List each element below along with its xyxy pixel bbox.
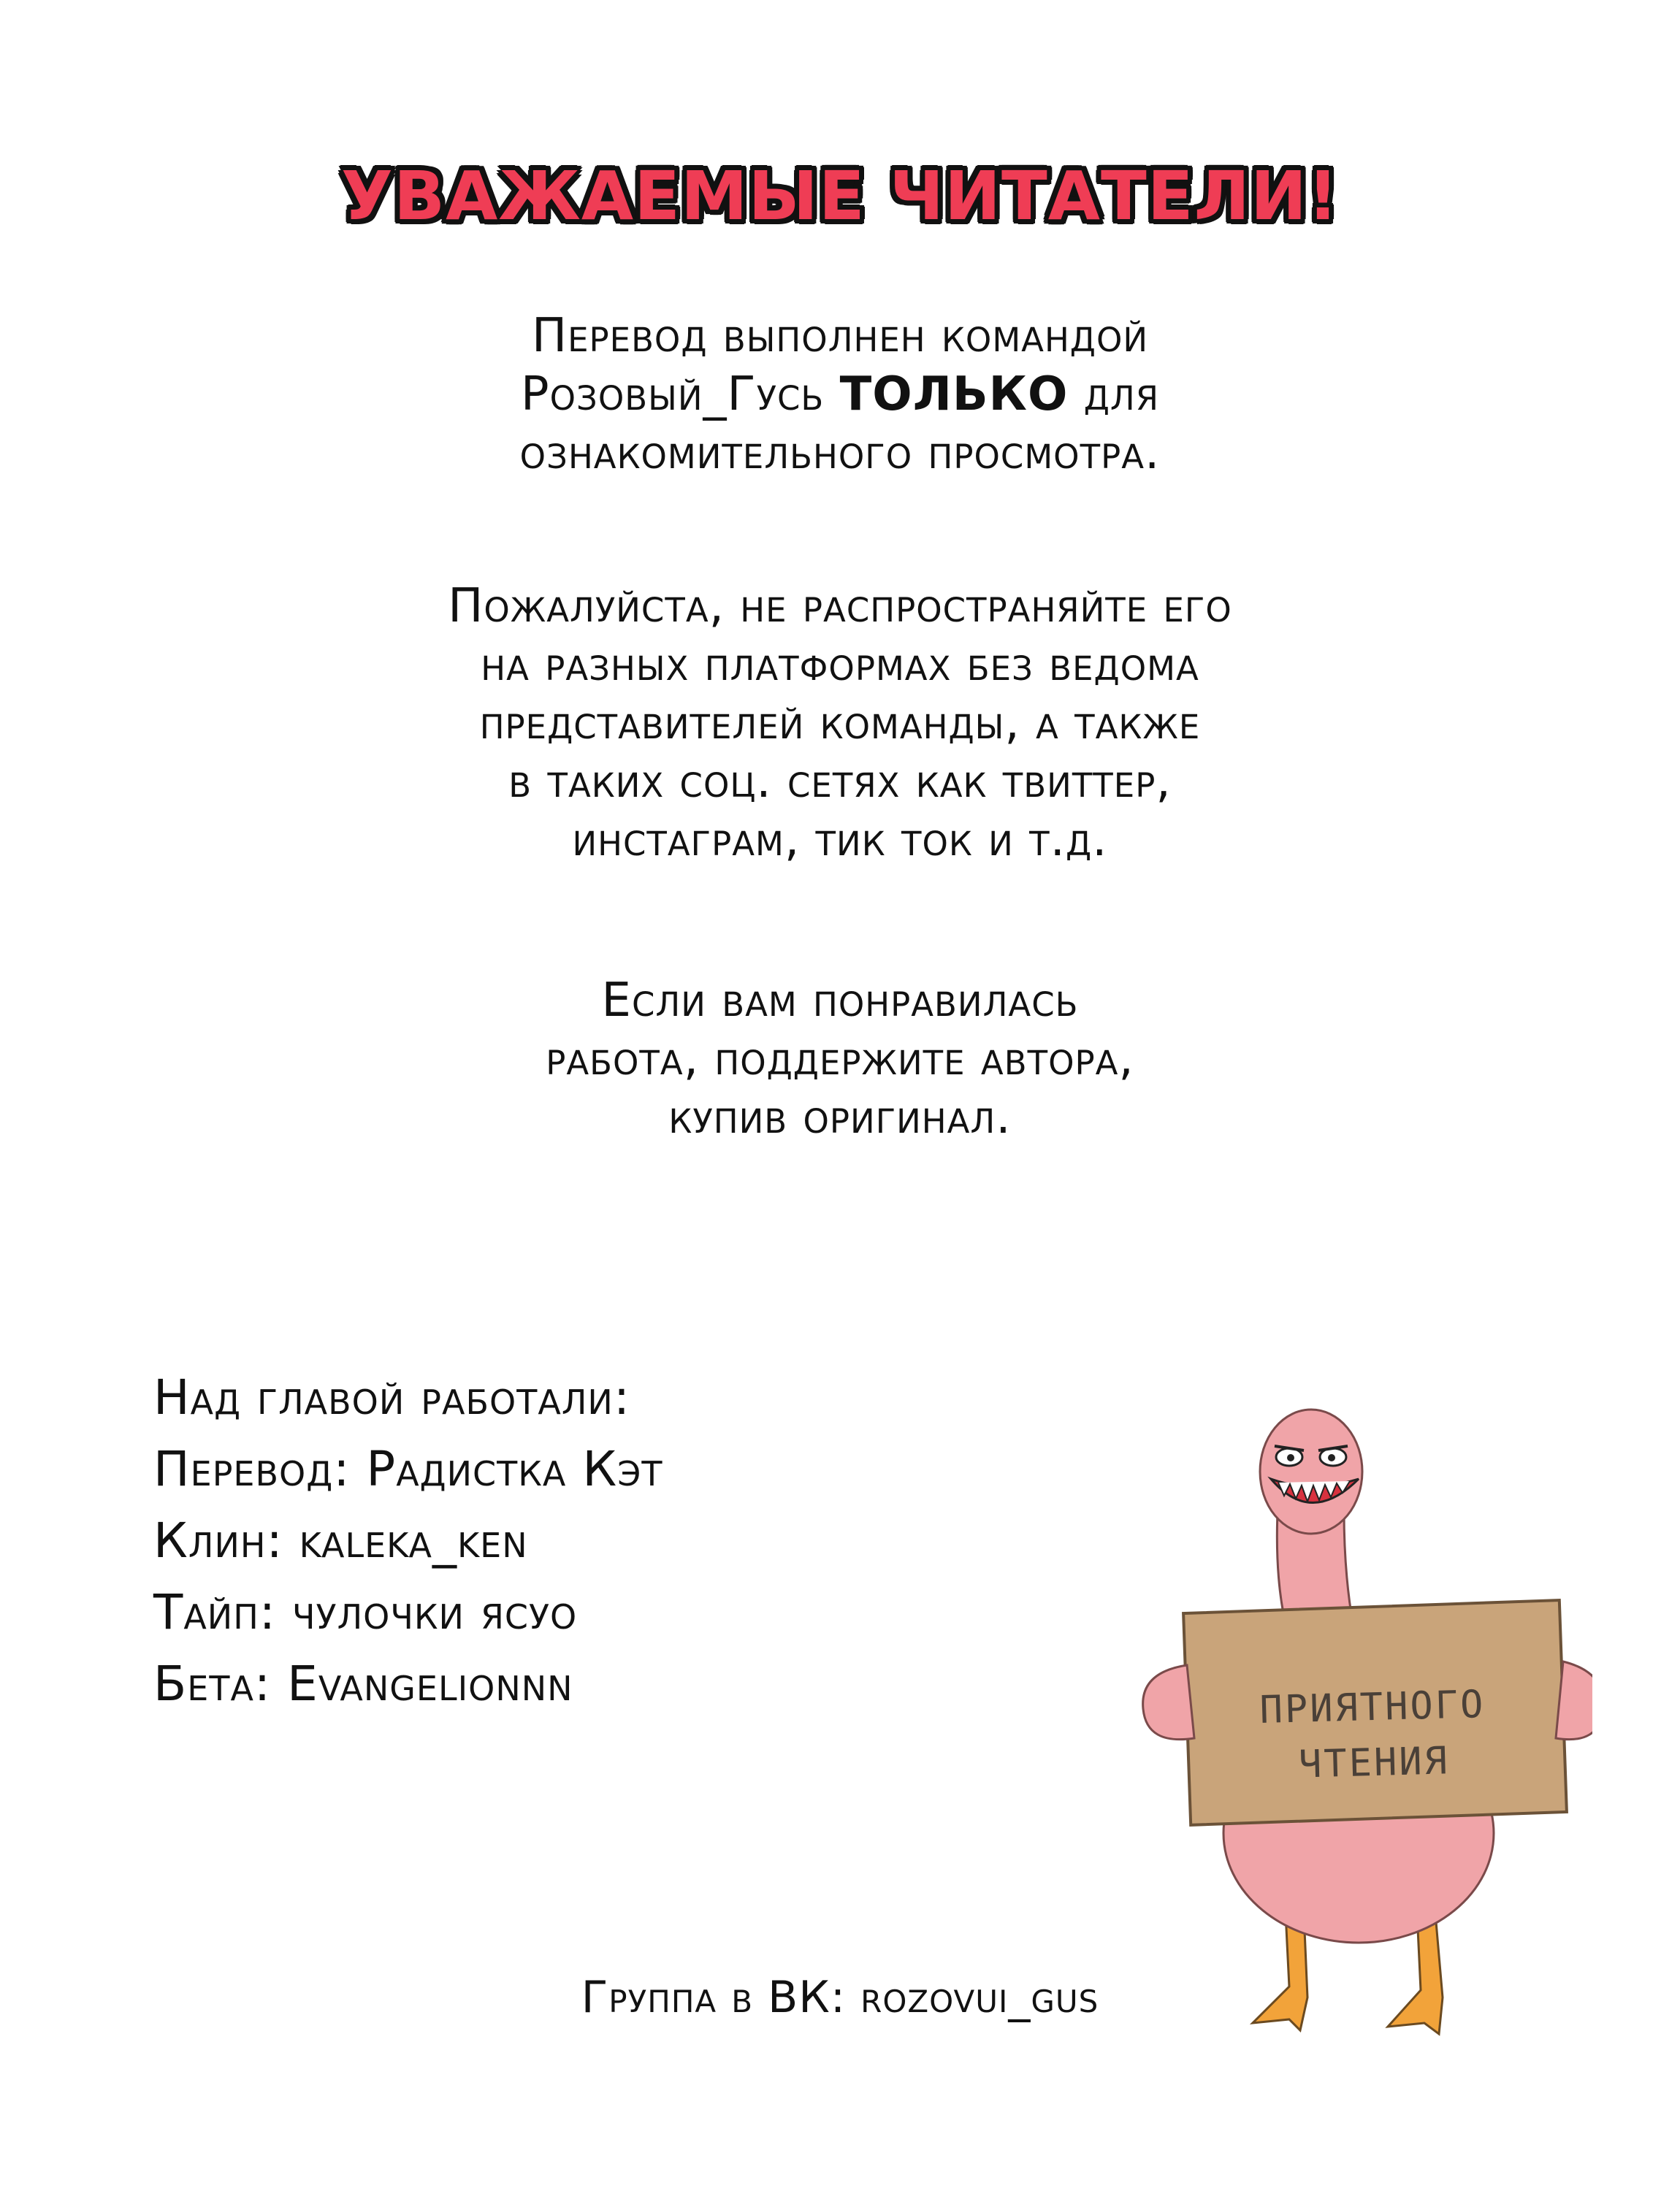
credit-translation: Перевод: Радистка Кэт: [153, 1441, 663, 1497]
credits-block: [153, 1362, 663, 1720]
request-line: инстаграм, тик ток и т.д.: [572, 813, 1108, 867]
credit-clean: Клин: kaleka_ken: [153, 1513, 528, 1569]
credit-type: Тайп: чулочки ясуо: [153, 1584, 578, 1640]
request-line: на разных платформах без ведома: [481, 638, 1199, 692]
team-name: Розовый_Гусь: [521, 367, 825, 421]
notice-line: ознакомительного просмотра.: [519, 426, 1161, 480]
emphasis-text: ТОЛЬКО: [839, 367, 1069, 421]
group-link-text: Группа в ВК: rozovui_gus: [581, 1972, 1099, 2023]
support-line: Если вам понравилась: [601, 974, 1079, 1028]
goose-head: [1260, 1410, 1362, 1534]
support-line: купив оригинал.: [668, 1090, 1012, 1144]
notice-word: для: [1083, 367, 1159, 421]
credit-beta: Бета: Evangelionnn: [153, 1656, 573, 1712]
support-line: работа, поддержите автора,: [546, 1032, 1134, 1086]
request-line: Пожалуйста, не распространяйте его: [448, 579, 1232, 633]
notice-paragraph: [0, 307, 1680, 482]
request-line: в таких соц. сетях как твиттер,: [508, 754, 1172, 808]
request-paragraph: [0, 577, 1680, 869]
support-paragraph: [0, 971, 1680, 1147]
notice-line: Перевод выполнен командой: [531, 309, 1149, 363]
request-line: представителей команды, а также: [479, 696, 1201, 750]
sign-text: [1185, 1675, 1561, 1795]
page-title: УВАЖАЕМЫЕ ЧИТАТЕЛИ!: [341, 157, 1339, 235]
credits-heading: Над главой работали:: [153, 1369, 631, 1426]
notice-line: [0, 365, 1680, 424]
sign-line: ЧТЕНИЯ: [1298, 1739, 1450, 1787]
sign-line: ПРИЯТНОГО: [1259, 1682, 1486, 1733]
